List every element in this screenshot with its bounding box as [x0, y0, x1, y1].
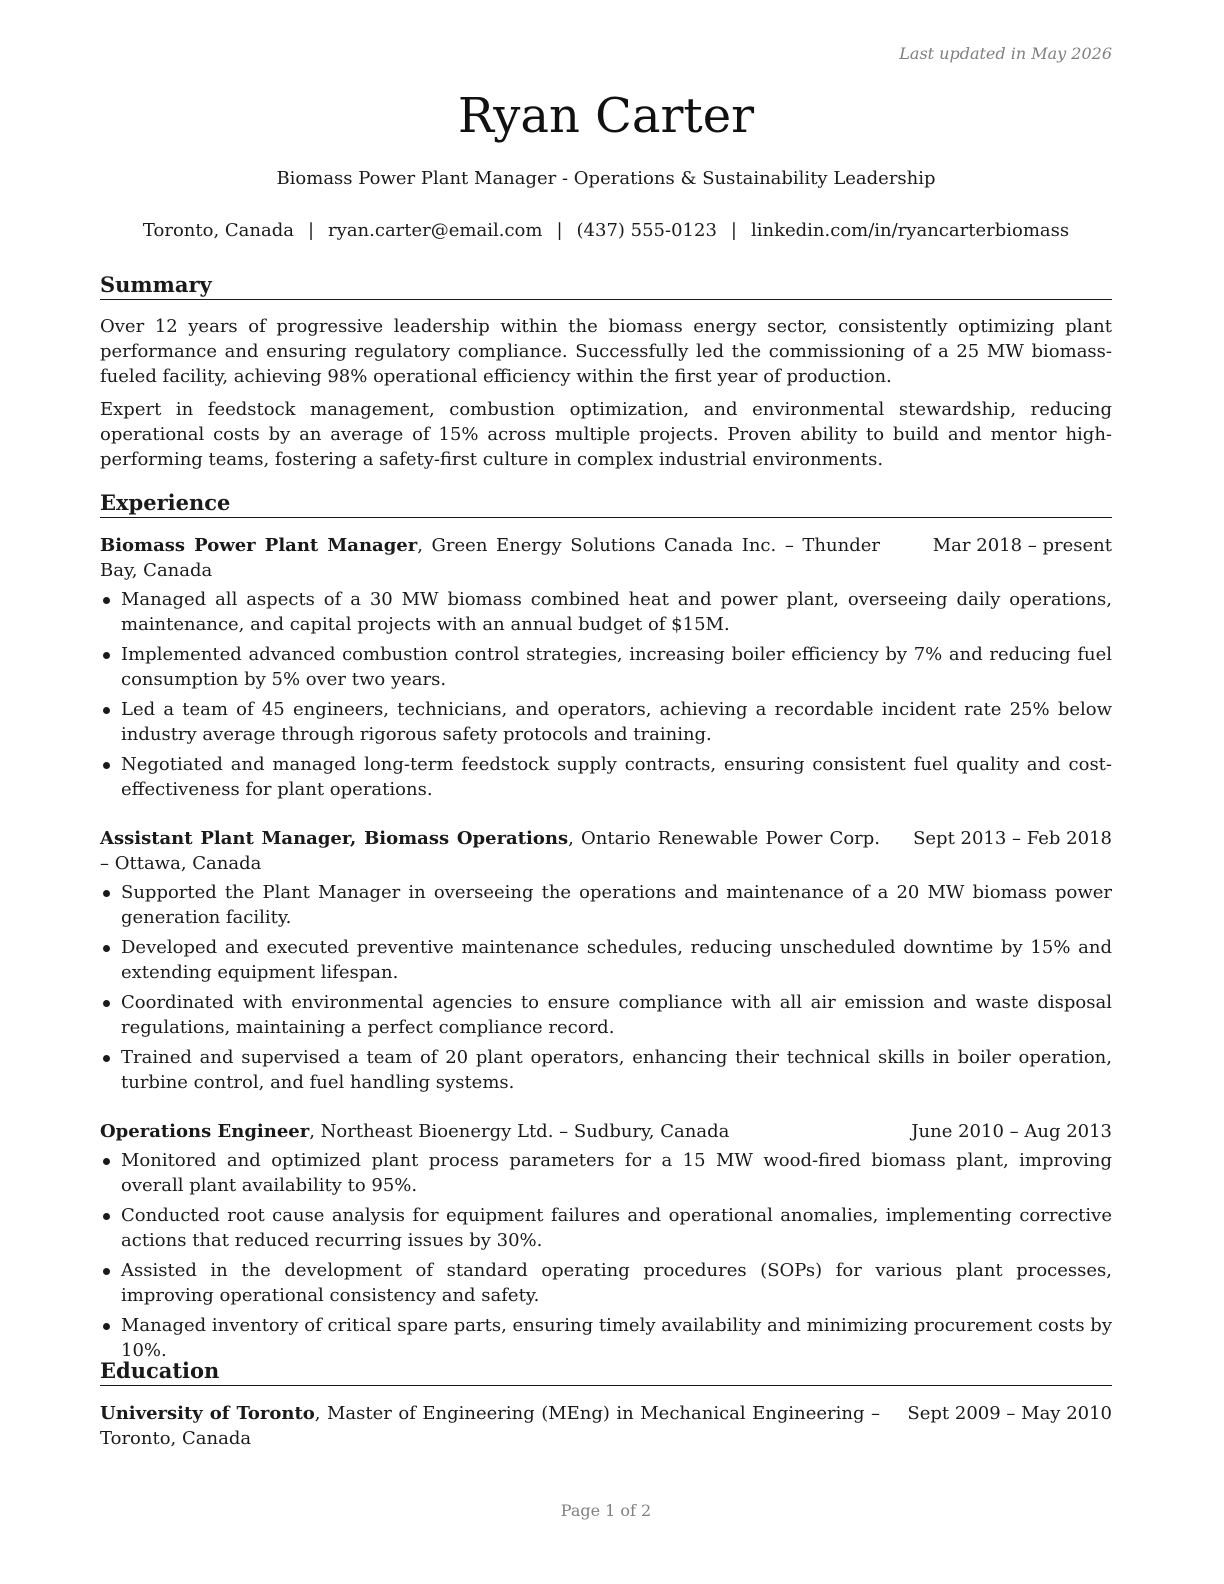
job-organization: , Green Energy Solutions Canada Inc. – Thunder Bay, Canada	[100, 535, 880, 581]
section-title-summary: Summary	[100, 272, 1112, 300]
job-entry	[100, 1119, 1112, 1368]
job-role: Assistant Plant Manager, Biomass Operations	[100, 828, 569, 849]
job-bullet-list	[100, 880, 1112, 1095]
bullet-icon	[103, 597, 110, 604]
bullet-icon	[103, 1323, 110, 1330]
bullet-icon	[103, 707, 110, 714]
job-entry	[100, 826, 1112, 1100]
contact-email[interactable]: ryan.carter@email.com	[328, 220, 543, 241]
job-bullet: Conducted root cause analysis for equipment failures and operational anomalies, implementing corrective actions that reduced recurring issues by 30%.	[100, 1203, 1112, 1253]
job-bullet: Negotiated and managed long-term feedstock supply contracts, ensuring consistent fuel quality and cost-effectiveness for plant operations.	[100, 752, 1112, 802]
bullet-icon	[103, 652, 110, 659]
job-dates: June 2010 – Aug 2013	[911, 1121, 1112, 1142]
job-bullet: Developed and executed preventive maintenance schedules, reducing unscheduled downtime by 15% and extending equipment lifespan.	[100, 935, 1112, 985]
bullet-icon	[103, 1213, 110, 1220]
contact-separator: |	[556, 220, 563, 241]
job-bullet: Managed inventory of critical spare parts, ensuring timely availability and minimizing procurement costs by 10%.	[100, 1313, 1112, 1363]
bullet-icon	[103, 945, 110, 952]
job-entry	[100, 533, 1112, 807]
job-bullet: Coordinated with environmental agencies to ensure compliance with all air emission and waste disposal regulations, maintaining a perfect compliance record.	[100, 990, 1112, 1040]
section-title-experience: Experience	[100, 490, 1112, 518]
job-organization: , Ontario Renewable Power Corp. – Ottawa, Canada	[100, 828, 881, 874]
job-bullet: Managed all aspects of a 30 MW biomass combined heat and power plant, overseeing daily operations, maintenance, and capital projects with an annual budget of $15M.	[100, 587, 1112, 637]
job-bullet: Assisted in the development of standard operating procedures (SOPs) for various plant processes, improving operational consistency and safety.	[100, 1258, 1112, 1308]
job-role: Biomass Power Plant Manager	[100, 535, 418, 556]
bullet-icon	[103, 1158, 110, 1165]
candidate-headline: Biomass Power Plant Manager - Operations & Sustainability Leadership	[276, 168, 936, 189]
contact-linkedin[interactable]: linkedin.com/in/ryancarterbiomass	[750, 220, 1070, 241]
job-bullet: Led a team of 45 engineers, technicians, and operators, achieving a recordable incident rate 25% below industry average through rigorous safety protocols and training.	[100, 697, 1112, 747]
summary-paragraph: Over 12 years of progressive leadership within the biomass energy sector, consistently optimizing plant performance and ensuring regulatory compliance. Successfully led the commissioning of a 25 MW biomass-fueled facility, achieving 98% operational efficiency within the first year of production.	[100, 316, 1112, 387]
job-bullet: Trained and supervised a team of 20 plant operators, enhancing their technical skills in boiler operation, turbine control, and fuel handling systems.	[100, 1045, 1112, 1095]
job-bullet: Monitored and optimized plant process parameters for a 15 MW wood-fired biomass plant, improving overall plant availability to 95%.	[100, 1148, 1112, 1198]
job-bullet-list	[100, 587, 1112, 802]
bullet-icon	[103, 890, 110, 897]
resume-page	[100, 0, 1112, 1584]
education-entry	[100, 1401, 1112, 1451]
job-bullet-list	[100, 1148, 1112, 1363]
page-number: Page 1 of 2	[560, 1501, 652, 1520]
contact-phone[interactable]: (437) 555-0123	[576, 220, 717, 241]
education-degree: , Master of Engineering (MEng) in Mechanical Engineering – Toronto, Canada	[100, 1403, 880, 1449]
contact-separator: |	[307, 220, 315, 241]
job-header	[100, 1119, 1112, 1144]
job-header	[100, 826, 1112, 876]
education-header	[100, 1401, 1112, 1451]
contact-line	[100, 219, 1112, 243]
job-dates: Sept 2013 – Feb 2018	[913, 828, 1112, 849]
job-header	[100, 533, 1112, 583]
summary-section	[100, 314, 1112, 472]
contact-separator: |	[730, 220, 737, 241]
job-dates: Mar 2018 – present	[932, 535, 1112, 556]
bullet-icon	[103, 762, 110, 769]
job-bullet: Implemented advanced combustion control strategies, increasing boiler efficiency by 7% and reducing fuel consumption by 5% over two years.	[100, 642, 1112, 692]
bullet-icon	[103, 1000, 110, 1007]
last-updated-note: Last updated in May 2026	[899, 44, 1112, 63]
education-school: University of Toronto	[100, 1403, 315, 1424]
job-role: Operations Engineer	[100, 1121, 310, 1142]
bullet-icon	[103, 1055, 110, 1062]
summary-paragraph: Expert in feedstock management, combustion optimization, and environmental stewardship, reducing operational costs by an average of 15% across multiple projects. Proven ability to build and mentor high-performing teams, fostering a safety-first culture in complex industrial environments.	[100, 399, 1112, 470]
job-organization: , Northeast Bioenergy Ltd. – Sudbury, Canada	[309, 1121, 730, 1142]
candidate-name: Ryan Carter	[457, 88, 755, 144]
job-bullet: Supported the Plant Manager in overseeing the operations and maintenance of a 20 MW biomass power generation facility.	[100, 880, 1112, 930]
education-dates: Sept 2009 – May 2010	[907, 1403, 1112, 1424]
contact-location: Toronto, Canada	[142, 220, 294, 241]
bullet-icon	[103, 1268, 110, 1275]
section-title-education: Education	[100, 1358, 1112, 1386]
